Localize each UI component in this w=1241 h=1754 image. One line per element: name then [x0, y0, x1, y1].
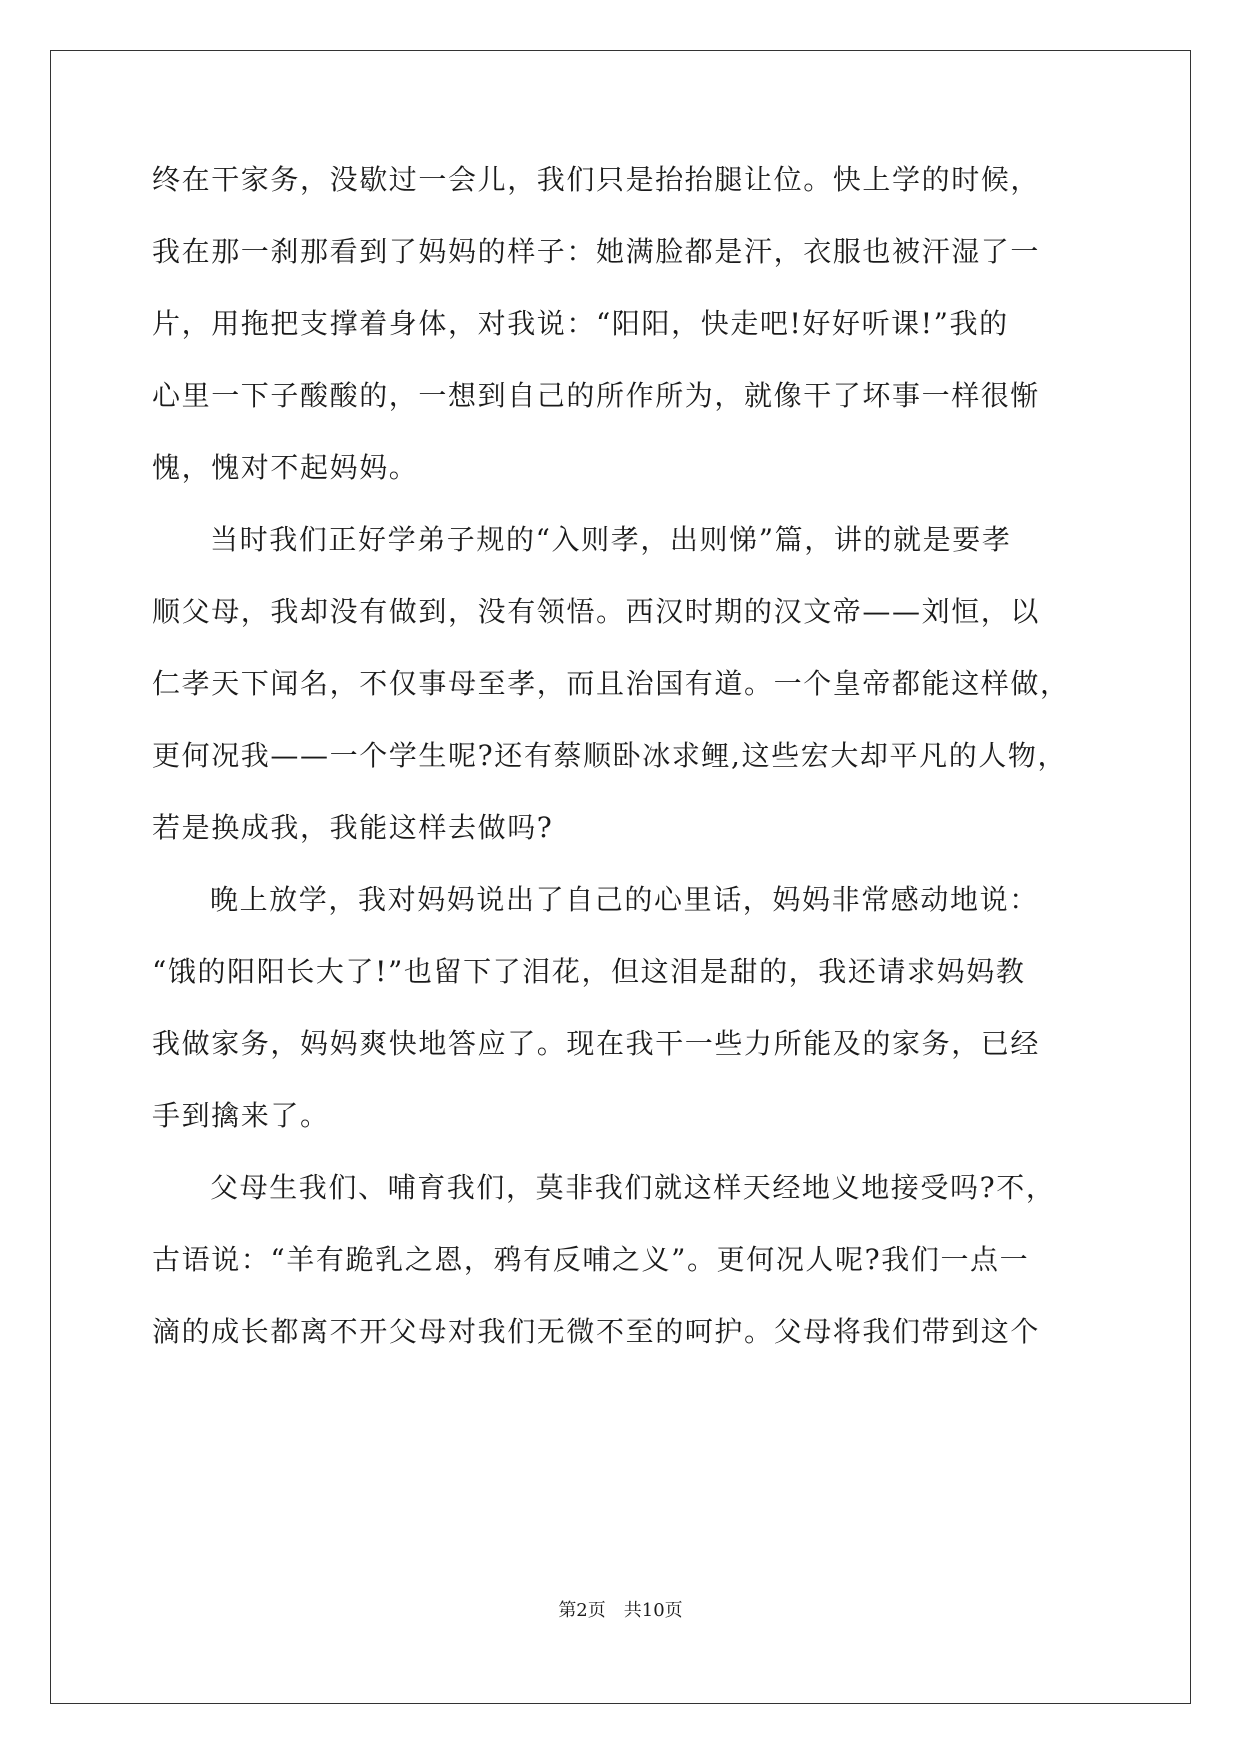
text-line: “饿的阳阳长大了!”也留下了泪花，但这泪是甜的，我还请求妈妈教 [152, 955, 1026, 988]
text-line: 仁孝天下闻名，不仅事母至孝，而且治国有道。一个皇帝都能这样做， [152, 667, 1070, 700]
text-line: 终在干家务，没歇过一会儿，我们只是抬抬腿让位。快上学的时候， [152, 163, 1041, 196]
text-line: 滴的成长都离不开父母对我们无微不至的呵护。父母将我们带到这个 [152, 1315, 1041, 1348]
page-border [50, 50, 1191, 1704]
paragraph-first-line: 当时我们正好学弟子规的“入则孝，出则悌”篇，讲的就是要孝 [210, 523, 1012, 556]
paragraph-first-line: 晚上放学，我对妈妈说出了自己的心里话，妈妈非常感动地说： [210, 883, 1039, 916]
page-number: 第2页 共10页 [558, 1600, 683, 1621]
text-line: 古语说：“羊有跪乳之恩，鸦有反哺之义”。更何况人呢?我们一点一 [152, 1243, 1030, 1276]
text-line: 顺父母，我却没有做到，没有领悟。西汉时期的汉文帝——刘恒，以 [152, 595, 1041, 628]
paragraph-first-line: 父母生我们、哺育我们，莫非我们就这样天经地义地接受吗?不， [210, 1171, 1056, 1204]
text-line: 愧，愧对不起妈妈。 [152, 451, 419, 484]
text-line: 手到擒来了。 [152, 1099, 330, 1132]
text-line: 我做家务，妈妈爽快地答应了。现在我干一些力所能及的家务，已经 [152, 1027, 1041, 1060]
text-line: 我在那一刹那看到了妈妈的样子：她满脸都是汗，衣服也被汗湿了一 [152, 235, 1041, 268]
text-line: 更何况我——一个学生呢?还有蔡顺卧冰求鲤,这些宏大却平凡的人物， [152, 739, 1068, 772]
text-line: 若是换成我，我能这样去做吗? [152, 811, 554, 844]
text-line: 心里一下子酸酸的，一想到自己的所作所为，就像干了坏事一样很惭 [152, 379, 1041, 412]
text-line: 片，用拖把支撑着身体，对我说：“阳阳，快走吧!好好听课!”我的 [152, 307, 1009, 340]
